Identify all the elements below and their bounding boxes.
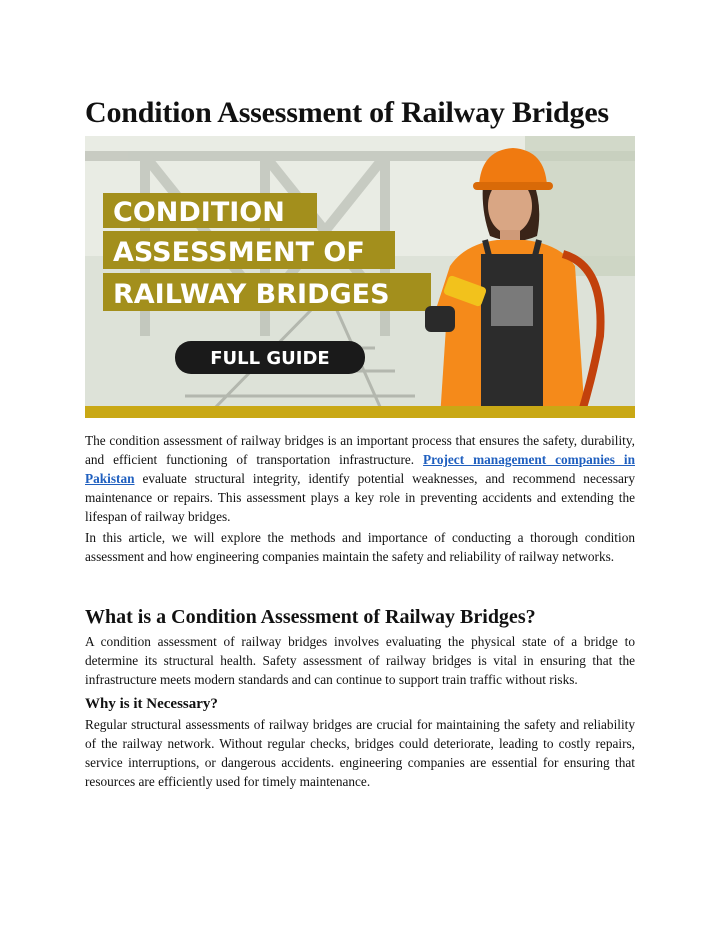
- project-management-link[interactable]: Project management companies in Pakistan: [85, 452, 635, 486]
- banner-line-3: RAILWAY BRIDGES: [113, 279, 390, 310]
- section-why-necessary-text: Regular structural assessments of railway bridges are crucial for maintaining the safety and reliability of the railway network. Without regular checks, bridges could deteriorate, leading to costly repairs, service interruptions, or dangerous accidents. engineering companies are essential for ensuring that resources are efficiently used for timely maintenance.: [85, 717, 635, 789]
- intro-paragraph: [85, 431, 635, 526]
- page-title: Condition Assessment of Railway Bridges: [85, 96, 609, 129]
- intro-text-end: evaluate structural integrity, identify potential weaknesses, and recommend necessary maintenance or repairs. This assessment plays a key role in preventing accidents and extending the lifespan of railway bridges.: [85, 471, 635, 524]
- section-heading-what-is: What is a Condition Assessment of Railway Bridges?: [85, 606, 536, 628]
- banner-line-2: ASSESSMENT OF: [113, 237, 365, 268]
- full-guide-label: FULL GUIDE: [210, 348, 330, 369]
- intro-text-start: The condition assessment of railway bridges is an important process that ensures the safety, durability, and efficient functioning of transportation infrastructure.: [85, 433, 635, 467]
- section-what-is-text: A condition assessment of railway bridges involves evaluating the physical state of a bridge to determine its structural health. Safety assessment of railway bridges is vital in ensuring that the infrastructure meets modern standards and can continue to support train traffic without risks.: [85, 634, 635, 687]
- section-heading-why-necessary: Why is it Necessary?: [85, 696, 218, 712]
- article-overview-paragraph: In this article, we will explore the methods and importance of conducting a thorough condition assessment and how engineering companies maintain the safety and reliability of railway networks.: [85, 530, 635, 564]
- banner-line-1: CONDITION: [113, 197, 285, 228]
- banner-image: [85, 136, 635, 418]
